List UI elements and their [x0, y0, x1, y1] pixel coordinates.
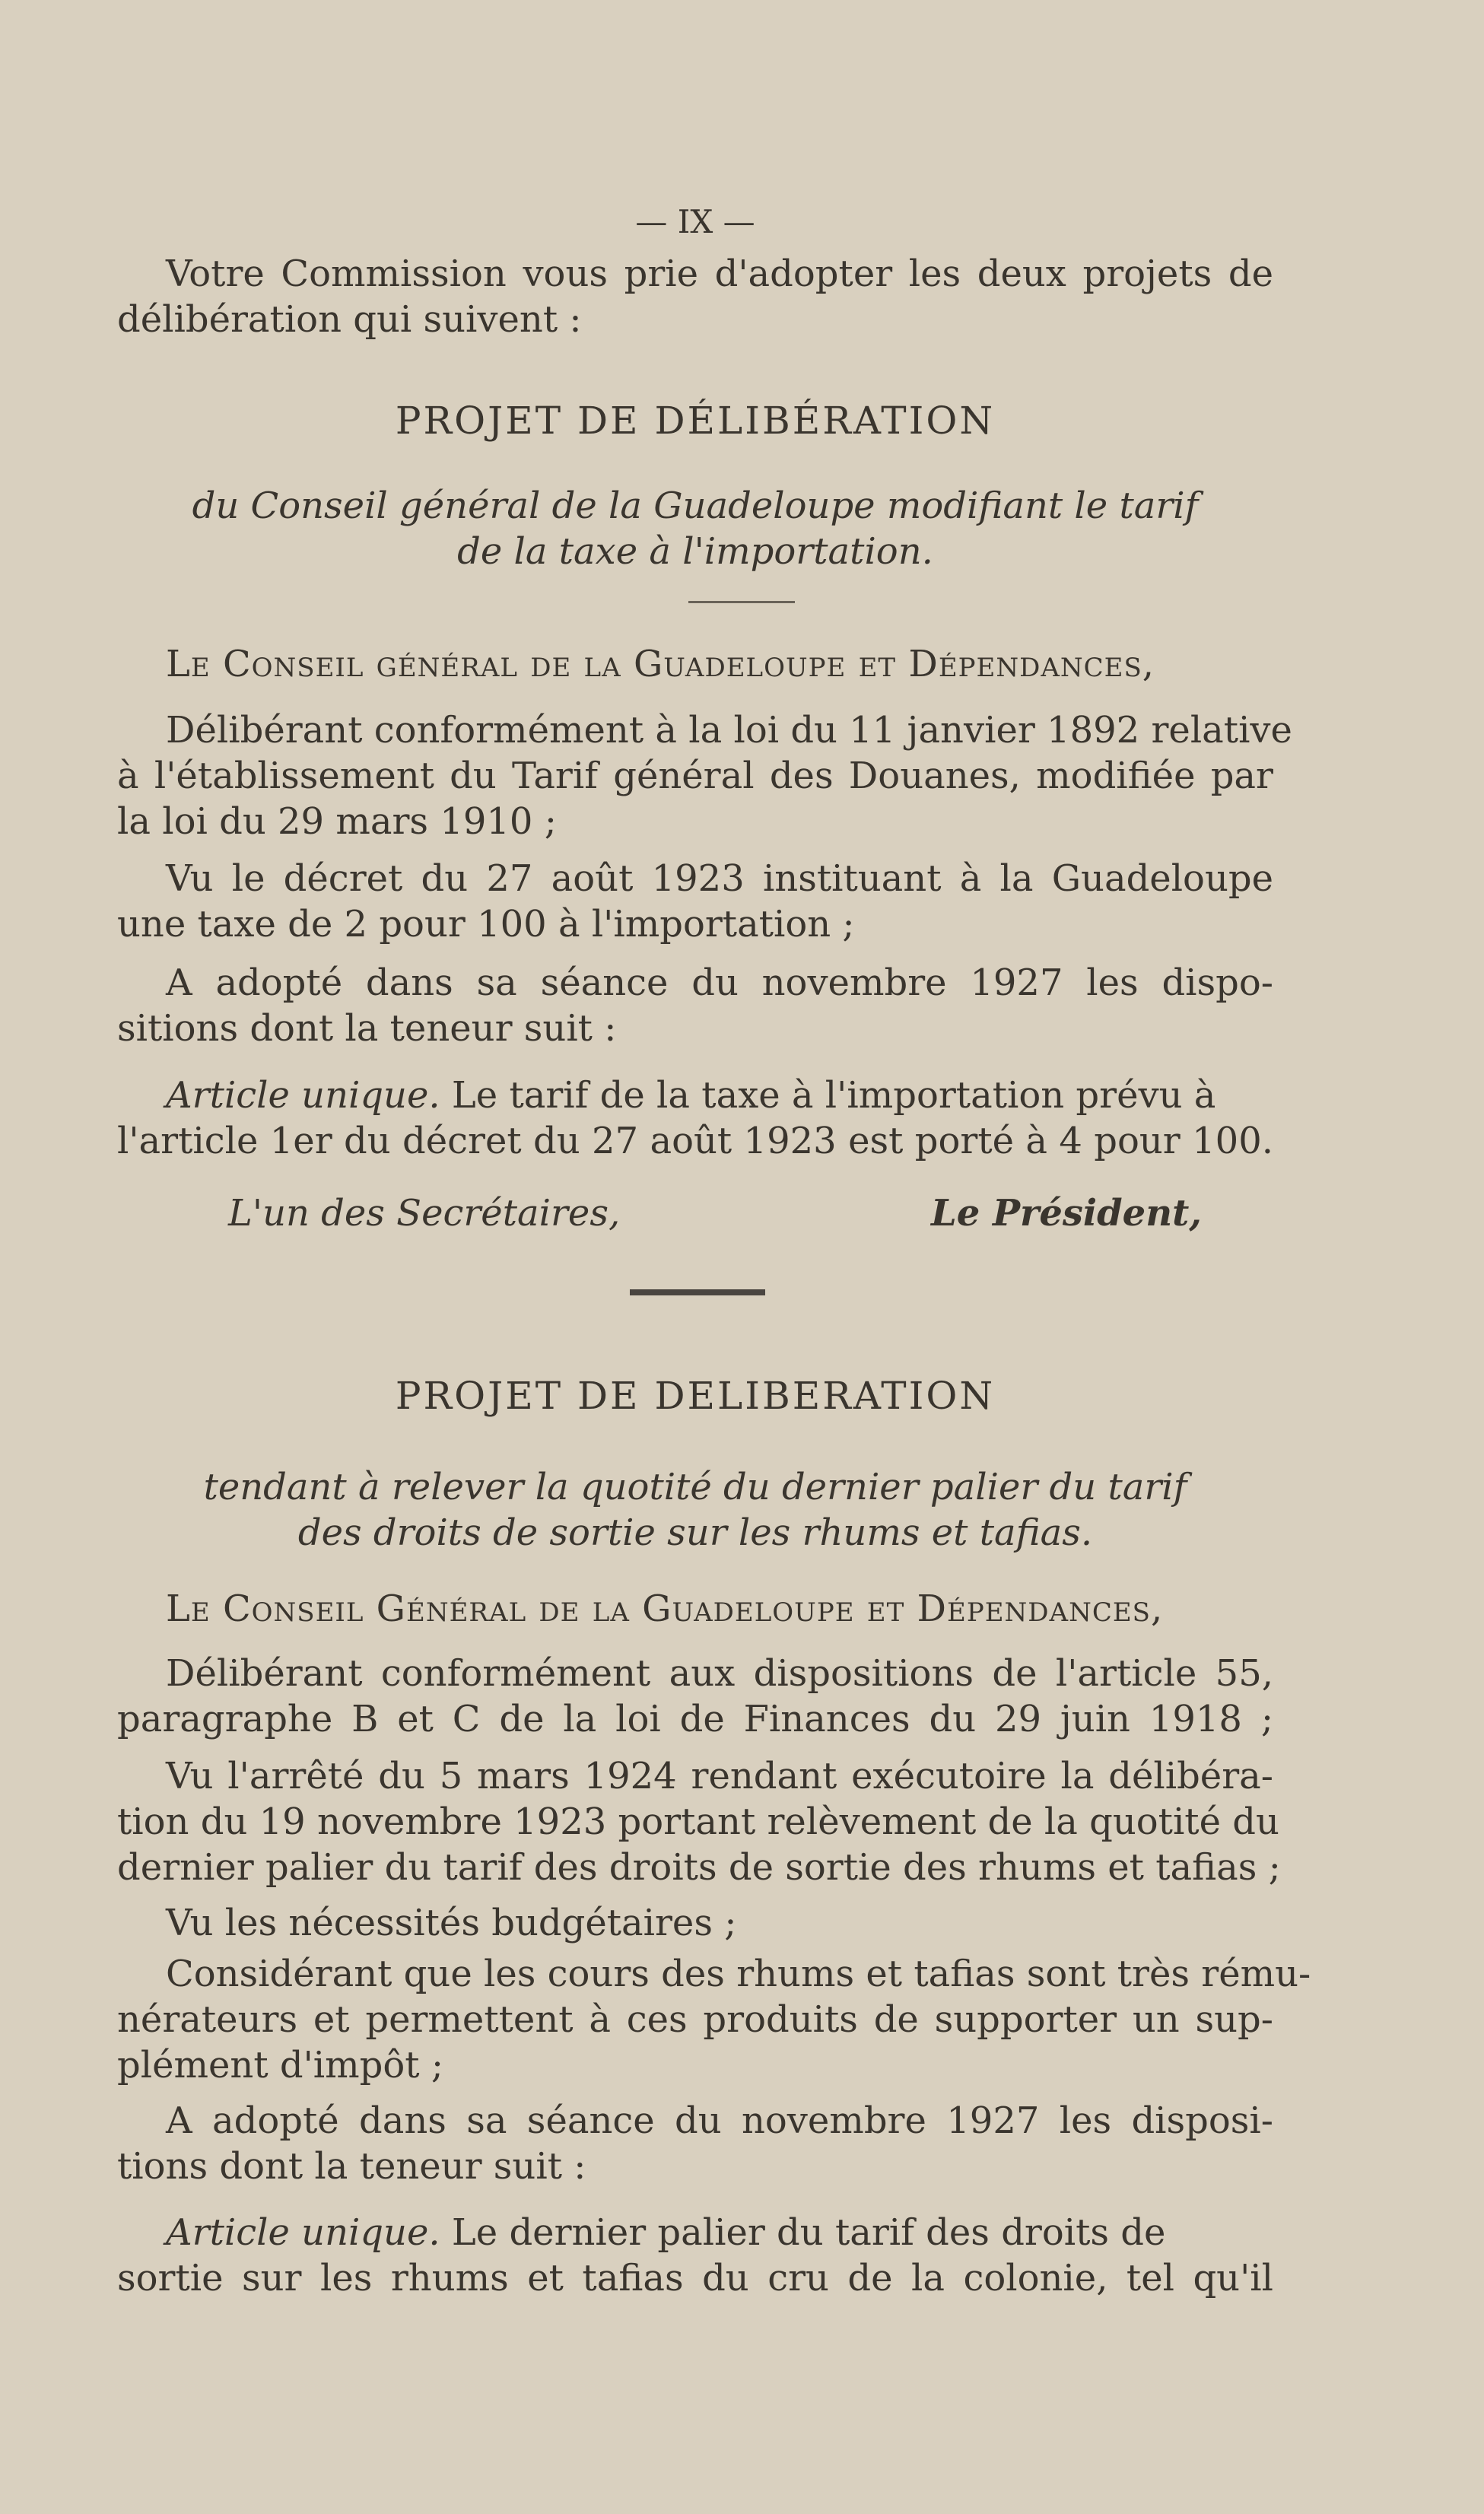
- project1-signatures: [228, 1190, 1278, 1236]
- project2-body-line-7: Considérant que les cours des rhums et tafias sont très rému-: [166, 1953, 1311, 1995]
- project1-body-line-3: la loi du 29 mars 1910 ;: [117, 800, 557, 843]
- project2-body-line-6: Vu les nécessités budgétaires ;: [166, 1902, 737, 1944]
- intro-line-2: délibération qui suivent :: [117, 298, 582, 341]
- project1-subtitle-line-2: de la taxe à l'importation.: [457, 530, 933, 573]
- project1-title: PROJET DE DÉLIBÉRATION: [395, 399, 996, 443]
- project2-body-line-3: Vu l'arrêté du 5 mars 1924 rendant exécutoire la délibéra-: [166, 1755, 1273, 1797]
- project2-council: Le Conseil Général de la Guadeloupe et Dépendances,: [166, 1588, 1164, 1630]
- project1-body-line-1: Délibérant conformément à la loi du 11 janvier 1892 relative: [166, 709, 1292, 752]
- project2-body-line-4: tion du 19 novembre 1923 portant relèvement de la quotité du: [117, 1800, 1279, 1843]
- project2-body-line-1: Délibérant conformément aux dispositions de l'article 55,: [166, 1652, 1273, 1695]
- project1-article-label: Article unique.: [166, 1074, 440, 1117]
- project2-subtitle-line-1: tendant à relever la quotité du dernier palier du tarif: [203, 1466, 1187, 1508]
- project2-body-line-8: nérateurs et permettent à ces produits de supporter un sup-: [117, 1998, 1273, 2041]
- section-divider: [630, 1289, 765, 1295]
- project1-body-line-6: A adopté dans sa séance du novembre 1927 les dispo-: [166, 961, 1273, 1004]
- project2-body-line-5: dernier palier du tarif des droits de sortie des rhums et tafias ;: [117, 1846, 1281, 1889]
- project2-article-line-2: sortie sur les rhums et tafias du cru de la colonie, tel qu'il: [117, 2257, 1273, 2299]
- project1-council: Le Conseil général de la Guadeloupe et Dépendances,: [166, 643, 1155, 685]
- project2-article: [117, 2210, 1273, 2255]
- project1-body-line-7: sitions dont la teneur suit :: [117, 1007, 617, 1050]
- project1-separator: [688, 601, 795, 603]
- project2-article-label: Article unique.: [166, 2211, 440, 2254]
- intro-line-1: Votre Commission vous prie d'adopter les deux projets de: [166, 253, 1273, 295]
- project2-body-line-10: A adopté dans sa séance du novembre 1927 les disposi-: [166, 2099, 1273, 2142]
- project2-subtitle-line-2: des droits de sortie sur les rhums et tafias.: [297, 1511, 1093, 1554]
- project1-body-line-4: Vu le décret du 27 août 1923 instituant à la Guadeloupe: [166, 857, 1273, 900]
- signature-secretary: L'un des Secrétaires,: [228, 1192, 621, 1235]
- project1-article-line-2: l'article 1er du décret du 27 août 1923 est porté à 4 pour 100.: [117, 1120, 1273, 1162]
- project1-article: [117, 1073, 1273, 1118]
- project1-body-line-2: à l'établissement du Tarif général des Douanes, modifiée par: [117, 755, 1273, 797]
- signature-president: Le Président,: [930, 1192, 1202, 1235]
- project2-title: PROJET DE DELIBERATION: [395, 1374, 996, 1418]
- project2-body-line-2: paragraphe B et C de la loi de Finances du 29 juin 1918 ;: [117, 1698, 1273, 1740]
- project1-body-line-5: une taxe de 2 pour 100 à l'importation ;: [117, 903, 855, 946]
- project2-body-line-11: tions dont la teneur suit :: [117, 2145, 586, 2188]
- project1-article-text: Le tarif de la taxe à l'importation prévu à: [440, 1074, 1216, 1117]
- project2-article-text: Le dernier palier du tarif des droits de: [440, 2211, 1166, 2254]
- project2-body-line-9: plément d'impôt ;: [117, 2044, 443, 2087]
- page-number: — IX —: [635, 203, 755, 240]
- project1-subtitle-line-1: du Conseil général de la Guadeloupe modifiant le tarif: [192, 485, 1199, 527]
